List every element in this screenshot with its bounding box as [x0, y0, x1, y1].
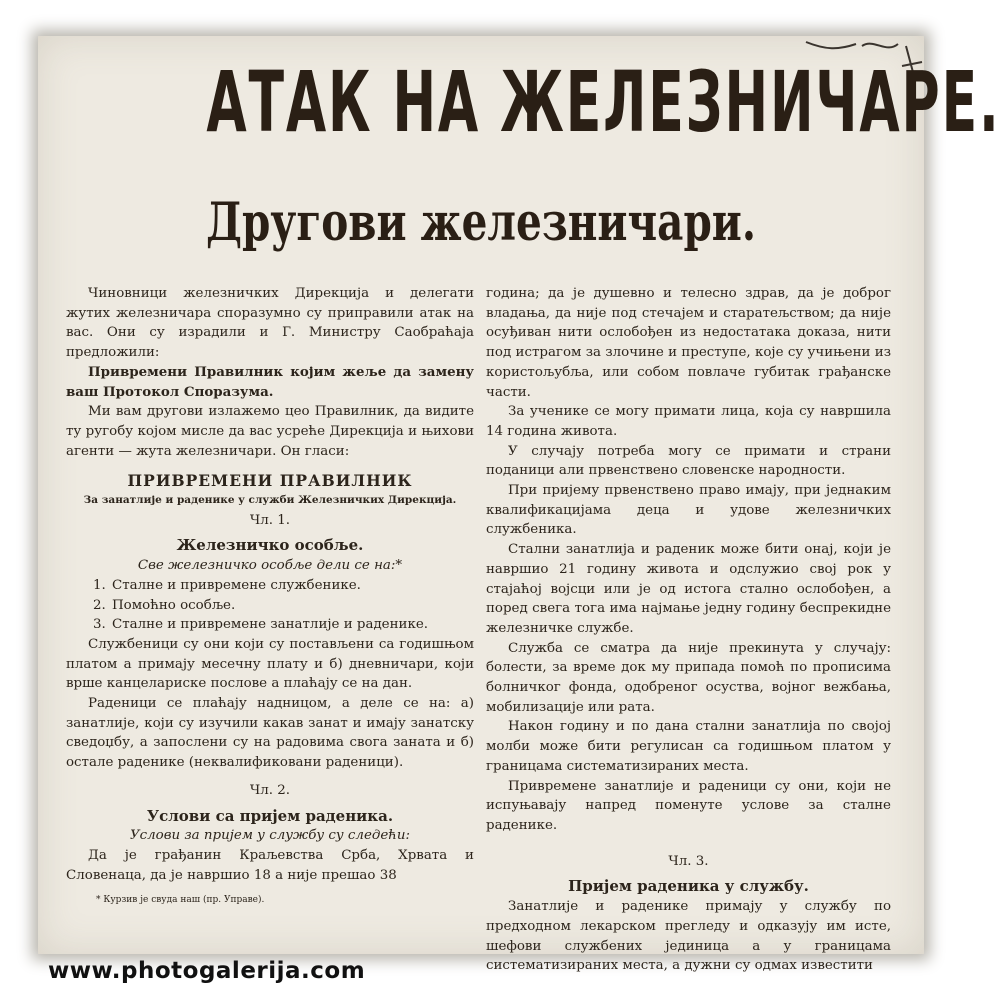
- paragraph: Чиновници железничких Дирекција и делегати жутих железничара споразумно су приправили атак на вас. Они су израдили и Г. Министру Саобраћаја предложили:: [66, 286, 474, 361]
- rule-title: ПРИВРЕМЕНИ ПРАВИЛНИК: [127, 471, 413, 491]
- article-number: Чл. 2.: [249, 782, 291, 798]
- article-number: Чл. 3.: [668, 853, 709, 869]
- paragraph: Стални занатлија и раденик може бити онај, који је навршио 21 годину живота и одслужио свој рок у стајаћој војсци или је од истога стално ослобођен, а поред свега тога има најмање једну годину беспрекидне железничке службе.: [486, 542, 891, 636]
- list-item: 3. Сталне и привремене занатлије и раденике.: [110, 615, 474, 635]
- paragraph: Ми вам другови излажемо цео Правилник, да видите ту ругобу којом мисле да вас усреће Дирекција и њихови агенти — жута железничари. Он гласи:: [66, 404, 474, 459]
- list-item: 1. Сталне и привремене службенике.: [110, 576, 474, 596]
- article-title: Пријем раденика у службу.: [568, 877, 809, 896]
- footnote: * Курзив је свуда наш (пр. Управе).: [96, 895, 265, 906]
- subheadline: Другови железничари.: [205, 192, 757, 253]
- paragraph: Да је грађанин Краљевства Срба, Хрвата и Словенаца, да је навршио 18 а није прешао 38: [66, 847, 474, 883]
- article-title: Услови са пријем раденика.: [146, 806, 394, 825]
- article-number: Чл. 1.: [249, 512, 291, 528]
- paragraph: Привремени Правилник којим жеље да замену ваш Протокол Споразума.: [66, 363, 474, 400]
- watermark-url: www.photogalerija.com: [48, 958, 366, 984]
- paragraph: Радeници се плаћају надницом, а деле се на: а) занатлије, који су изучили какав занат и имају занатску сведоџбу, а запослени су на радовима свога заната и б) остале раденике (неквалификовани раденици).: [66, 696, 474, 771]
- headline: АТАК НА ЖЕЛЕЗНИЧАРЕ.: [206, 53, 1001, 151]
- paragraph: Служба се сматра да није прекинута у случају: болести, за време док му припада помоћ по прописима болничког фонда, одобреног осуства, војног вежбања, мобилизације или рата.: [486, 640, 891, 715]
- paragraph: У случају потреба могу се примати и страни поданици али првенствено словенске народности.: [486, 443, 891, 479]
- paragraph: При пријему првенствено право имају, при једнаким квалификацијама деца и удове железничких службеника.: [486, 483, 891, 538]
- paragraph: Службеници су они који су постављени са годишњом платом а примају месечну плату и б) дневничари, који врше канцелариске послове а плаћају се на дан.: [66, 636, 474, 692]
- article-intro: Све железничко особље дели се на:*: [137, 558, 403, 574]
- paragraph: Након годину и по дана стални занатлија по својој молби може бити регулисан са годишњом платом у границама систематизираних места.: [486, 719, 891, 774]
- paragraph: година; да је душевно и телесно здрав, да је доброг владања, да није под стечајем и старатељством; да није осуђиван нити ослобођен из недостатака доказа, нити под истрагом за злочине и преступе, које су учињени из користољубља, или собом повлаче губитак грађанске части.: [486, 286, 891, 400]
- paragraph: Привремене занатлије и раденици су они, који не испуњавају напред поменуте услове за сталне раденике.: [486, 778, 891, 833]
- rule-subtitle: За занатлије и раденике у служби Железничких Дирекција.: [83, 494, 457, 507]
- paragraph: Занатлије и раденике примају у службу по предходном лекарском прегледу и одказују им исте, шефови службених јединица а у границама систематизираних места, а дужни су одмах известити: [486, 899, 891, 974]
- right-column: [486, 284, 891, 976]
- article-intro: Услови за пријем у службу су следећи:: [129, 828, 411, 844]
- staff-list: [66, 576, 474, 635]
- paragraph: За ученике се могу примати лица, која су навршила 14 година живота.: [486, 404, 891, 439]
- list-item: 2. Помоћно особље.: [110, 596, 474, 616]
- article-title: Железничко особље.: [176, 536, 364, 555]
- left-column: [66, 284, 474, 911]
